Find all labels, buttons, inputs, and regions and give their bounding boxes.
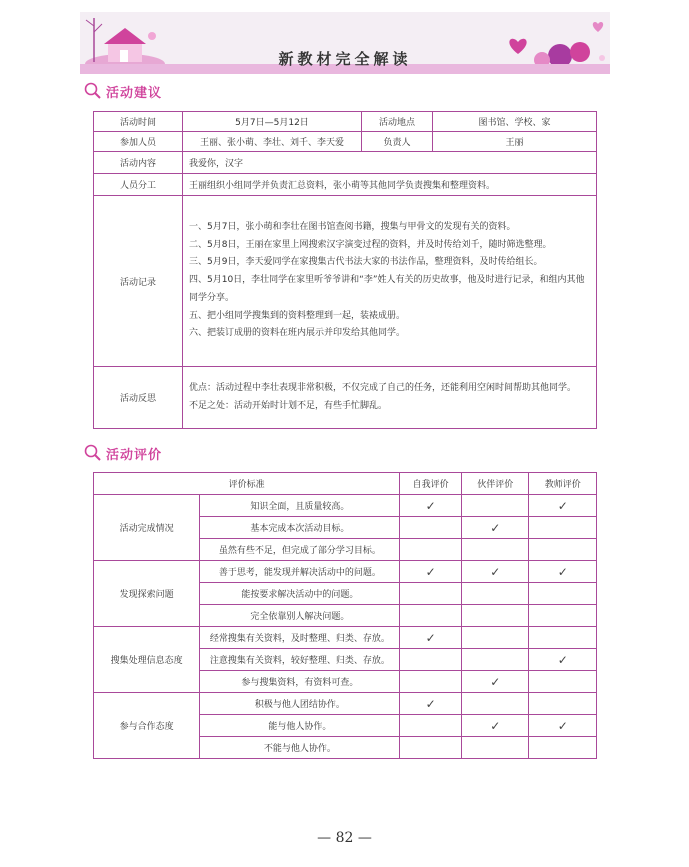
evaluation-category: 参与合作态度 bbox=[94, 693, 200, 759]
self-eval-cell bbox=[400, 737, 462, 759]
section-activity-suggestion bbox=[84, 80, 162, 102]
content-value: 我爱你，汉字 bbox=[183, 152, 597, 174]
record-label: 活动记录 bbox=[94, 196, 183, 367]
check-mark-icon: ✓ bbox=[490, 718, 501, 733]
check-mark-icon: ✓ bbox=[557, 718, 568, 733]
evaluation-criterion: 注意搜集有关资料，较好整理、归类、存放。 bbox=[200, 649, 400, 671]
reflection-list bbox=[183, 367, 597, 429]
peer-eval-cell bbox=[461, 539, 529, 561]
record-list bbox=[183, 196, 597, 367]
self-eval-cell bbox=[400, 693, 462, 715]
evaluation-row bbox=[94, 627, 597, 649]
self-eval-cell bbox=[400, 517, 462, 539]
section-title: 活动建议 bbox=[106, 85, 163, 101]
evaluation-row bbox=[94, 495, 597, 517]
teacher-eval-cell bbox=[529, 605, 597, 627]
teacher-eval-cell bbox=[529, 715, 597, 737]
time-value: 5月7日—5月12日 bbox=[183, 112, 362, 132]
evaluation-table bbox=[93, 472, 597, 759]
leader-value: 王丽 bbox=[433, 132, 597, 152]
record-item: 三、5月9日，李天爱同学在家搜集古代书法大家的书法作品，整理资料，及时传给组长。 bbox=[189, 257, 543, 268]
evaluation-criterion: 积极与他人团结协作。 bbox=[200, 693, 400, 715]
evaluation-criterion: 基本完成本次活动目标。 bbox=[200, 517, 400, 539]
reflection-item: 优点：活动过程中李壮表现非常积极，不仅完成了自己的任务，还能利用空闲时间帮助其他同学。 bbox=[189, 382, 577, 393]
evaluation-criterion: 不能与他人协作。 bbox=[200, 737, 400, 759]
evaluation-row bbox=[94, 693, 597, 715]
check-mark-icon: ✓ bbox=[425, 564, 436, 579]
check-mark-icon: ✓ bbox=[425, 630, 436, 645]
self-eval-cell bbox=[400, 627, 462, 649]
evaluation-criterion: 能与他人协作。 bbox=[200, 715, 400, 737]
teacher-eval-cell bbox=[529, 627, 597, 649]
self-eval-cell bbox=[400, 561, 462, 583]
teacher-eval-cell bbox=[529, 583, 597, 605]
division-value: 王丽组织小组同学并负责汇总资料，张小萌等其他同学负责搜集和整理资料。 bbox=[183, 174, 597, 196]
magnifier-icon bbox=[84, 444, 102, 462]
peer-eval-cell bbox=[461, 627, 529, 649]
teacher-eval-cell bbox=[529, 693, 597, 715]
self-eval-cell bbox=[400, 539, 462, 561]
self-eval-cell bbox=[400, 583, 462, 605]
evaluation-criterion: 能按要求解决活动中的问题。 bbox=[200, 583, 400, 605]
record-item: 二、5月8日，王丽在家里上网搜索汉字演变过程的资料，并及时传给刘千，随时筛选整理。 bbox=[189, 239, 552, 250]
peer-eval-cell bbox=[461, 583, 529, 605]
evaluation-category: 活动完成情况 bbox=[94, 495, 200, 561]
peer-eval-cell bbox=[461, 715, 529, 737]
evaluation-category: 发现探索问题 bbox=[94, 561, 200, 627]
teacher-eval-cell bbox=[529, 671, 597, 693]
record-item: 一、5月7日，张小萌和李壮在图书馆查阅书籍，搜集与甲骨文的发现有关的资料。 bbox=[189, 222, 516, 233]
reflection-label: 活动反思 bbox=[94, 367, 183, 429]
check-mark-icon: ✓ bbox=[490, 564, 501, 579]
self-eval-header: 自我评价 bbox=[400, 473, 462, 495]
evaluation-criterion: 经常搜集有关资料，及时整理、归类、存放。 bbox=[200, 627, 400, 649]
peer-eval-cell bbox=[461, 737, 529, 759]
check-mark-icon: ✓ bbox=[557, 564, 568, 579]
magnifier-icon bbox=[84, 82, 102, 100]
place-label: 活动地点 bbox=[362, 112, 433, 132]
page-number: — 82 — bbox=[317, 830, 372, 846]
evaluation-row bbox=[94, 561, 597, 583]
leader-label: 负责人 bbox=[362, 132, 433, 152]
evaluation-criterion: 善于思考，能发现并解决活动中的问题。 bbox=[200, 561, 400, 583]
evaluation-criterion: 知识全面，且质量较高。 bbox=[200, 495, 400, 517]
record-item: 五、把小组同学搜集到的资料整理到一起，装裱成册。 bbox=[189, 310, 406, 321]
check-mark-icon: ✓ bbox=[425, 696, 436, 711]
self-eval-cell bbox=[400, 649, 462, 671]
peer-eval-cell bbox=[461, 693, 529, 715]
check-mark-icon: ✓ bbox=[557, 652, 568, 667]
activity-plan-table bbox=[93, 111, 597, 429]
peer-eval-cell bbox=[461, 517, 529, 539]
teacher-eval-cell bbox=[529, 495, 597, 517]
peer-eval-cell bbox=[461, 561, 529, 583]
check-mark-icon: ✓ bbox=[490, 520, 501, 535]
evaluation-criterion: 完全依靠别人解决问题。 bbox=[200, 605, 400, 627]
self-eval-cell bbox=[400, 715, 462, 737]
division-label: 人员分工 bbox=[94, 174, 183, 196]
teacher-eval-cell bbox=[529, 561, 597, 583]
members-value: 王丽、张小萌、李壮、刘千、李天爱 bbox=[183, 132, 362, 152]
self-eval-cell bbox=[400, 671, 462, 693]
reflection-item: 不足之处：活动开始时计划不足，有些手忙脚乱。 bbox=[189, 400, 388, 411]
record-item: 六、把装订成册的资料在班内展示并印发给其他同学。 bbox=[189, 328, 406, 339]
section-activity-evaluation bbox=[84, 442, 162, 464]
check-mark-icon: ✓ bbox=[557, 498, 568, 513]
peer-eval-cell bbox=[461, 605, 529, 627]
teacher-eval-header: 教师评价 bbox=[529, 473, 597, 495]
place-value: 图书馆、学校、家 bbox=[433, 112, 597, 132]
check-mark-icon: ✓ bbox=[490, 674, 501, 689]
members-label: 参加人员 bbox=[94, 132, 183, 152]
content-label: 活动内容 bbox=[94, 152, 183, 174]
teacher-eval-cell bbox=[529, 649, 597, 671]
check-mark-icon: ✓ bbox=[425, 498, 436, 513]
standard-header: 评价标准 bbox=[94, 473, 400, 495]
self-eval-cell bbox=[400, 495, 462, 517]
teacher-eval-cell bbox=[529, 517, 597, 539]
evaluation-body bbox=[94, 495, 597, 759]
peer-eval-cell bbox=[461, 495, 529, 517]
peer-eval-cell bbox=[461, 671, 529, 693]
evaluation-criterion: 参与搜集资料，有资料可查。 bbox=[200, 671, 400, 693]
time-label: 活动时间 bbox=[94, 112, 183, 132]
teacher-eval-cell bbox=[529, 737, 597, 759]
section-title: 活动评价 bbox=[106, 447, 163, 463]
peer-eval-cell bbox=[461, 649, 529, 671]
evaluation-criterion: 虽然有些不足，但完成了部分学习目标。 bbox=[200, 539, 400, 561]
teacher-eval-cell bbox=[529, 539, 597, 561]
page-header bbox=[80, 12, 610, 74]
record-item: 四、5月10日，李壮同学在家里听爷爷讲和“李”姓人有关的历史故事，他及时进行记录，和组内其他同学分享。 bbox=[189, 275, 585, 303]
self-eval-cell bbox=[400, 605, 462, 627]
peer-eval-header: 伙伴评价 bbox=[461, 473, 529, 495]
evaluation-category: 搜集处理信息态度 bbox=[94, 627, 200, 693]
header-title: 新教材完全解读 bbox=[278, 50, 412, 68]
